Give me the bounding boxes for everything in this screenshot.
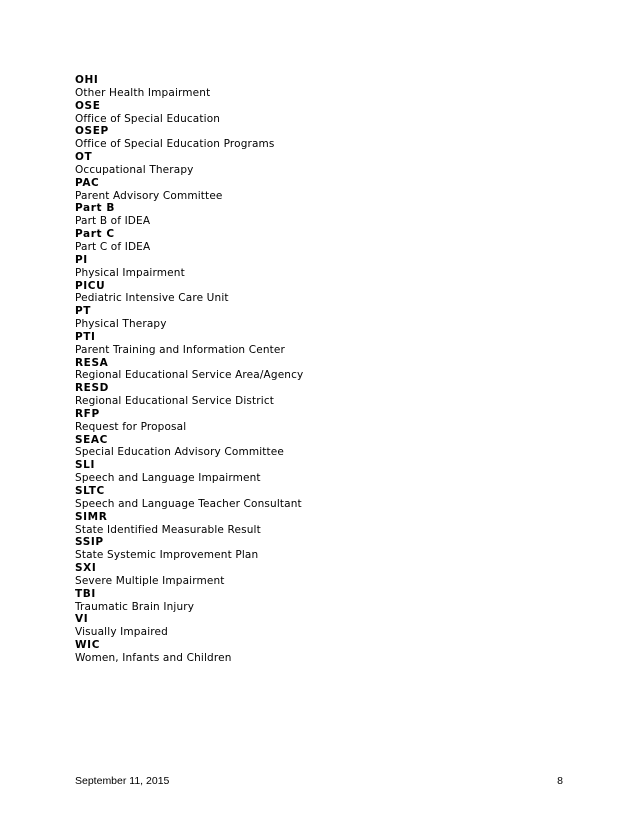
glossary-entry <box>75 331 555 357</box>
glossary-entry <box>75 100 555 126</box>
acronym-definition: State Identified Measurable Result <box>75 523 261 536</box>
glossary-entry <box>75 459 555 485</box>
acronym-term: SLTC <box>75 485 105 497</box>
acronym-definition: Physical Impairment <box>75 266 185 279</box>
glossary-entry <box>75 125 555 151</box>
glossary-entry <box>75 305 555 331</box>
acronym-term: SXI <box>75 562 97 575</box>
acronym-term: PTI <box>75 330 96 343</box>
acronym-definition: Request for Proposal <box>75 420 187 433</box>
glossary-entry <box>75 588 555 614</box>
acronym-definition: Office of Special Education Programs <box>75 138 275 151</box>
glossary-entry <box>75 228 555 254</box>
acronym-term: RESA <box>75 356 109 369</box>
acronym-definition: Parent Training and Information Center <box>75 343 285 356</box>
acronym-term: PAC <box>75 176 100 189</box>
acronym-definition: Severe Multiple Impairment <box>75 574 225 587</box>
acronym-definition: Physical Therapy <box>75 318 167 331</box>
acronym-term: WIC <box>75 639 100 652</box>
glossary-entry <box>75 151 555 177</box>
glossary-entry <box>75 511 555 537</box>
acronym-term: SEAC <box>75 433 108 446</box>
acronym-term: VI <box>75 613 89 626</box>
acronym-definition: Occupational Therapy <box>75 163 194 176</box>
acronym-definition: Part B of IDEA <box>75 215 151 228</box>
acronym-definition: Women, Infants and Children <box>75 651 232 664</box>
glossary-entry <box>75 280 555 306</box>
page-footer <box>75 774 563 788</box>
glossary-entry <box>75 408 555 434</box>
acronym-definition: Special Education Advisory Committee <box>75 446 285 459</box>
acronym-term: Part B <box>75 202 115 215</box>
acronym-term: OHI <box>75 74 99 86</box>
glossary-entry <box>75 562 555 588</box>
glossary-entry <box>75 434 555 460</box>
glossary-entry <box>75 357 555 383</box>
acronym-definition: Office of Special Education <box>75 112 221 125</box>
page-number: 8 <box>557 775 563 787</box>
acronym-term: TBI <box>75 587 96 600</box>
acronym-definition: Pediatric Intensive Care Unit <box>75 292 229 305</box>
glossary-entry <box>75 254 555 280</box>
acronym-term: PICU <box>75 279 106 292</box>
glossary-entry <box>75 536 555 562</box>
acronym-definition: Parent Advisory Committee <box>75 189 223 202</box>
acronym-definition: Speech and Language Teacher Consultant <box>75 497 302 510</box>
glossary-entry <box>75 382 555 408</box>
acronym-glossary-list <box>75 74 555 665</box>
acronym-definition: Visually Impaired <box>75 626 168 639</box>
glossary-entry <box>75 485 555 511</box>
acronym-term: OT <box>75 151 93 164</box>
glossary-entry <box>75 177 555 203</box>
glossary-entry <box>75 74 555 100</box>
acronym-term: SIMR <box>75 510 108 523</box>
acronym-definition: Regional Educational Service Area/Agency <box>75 369 304 382</box>
acronym-term: PT <box>75 305 92 318</box>
acronym-definition: Part C of IDEA <box>75 240 151 253</box>
acronym-term: PI <box>75 253 88 266</box>
acronym-term: OSE <box>75 99 101 112</box>
footer-date: September 11, 2015 <box>75 775 170 787</box>
acronym-term: RESD <box>75 382 109 395</box>
glossary-entry <box>75 202 555 228</box>
acronym-term: SSIP <box>75 536 104 549</box>
acronym-definition: State Systemic Improvement Plan <box>75 549 259 562</box>
acronym-definition: Traumatic Brain Injury <box>75 600 195 613</box>
acronym-term: Part C <box>75 228 115 241</box>
glossary-entry <box>75 613 555 639</box>
acronym-term: SLI <box>75 459 95 472</box>
acronym-definition: Speech and Language Impairment <box>75 472 261 485</box>
glossary-entry <box>75 639 555 665</box>
acronym-term: OSEP <box>75 125 109 138</box>
acronym-definition: Regional Educational Service District <box>75 395 275 408</box>
acronym-definition: Other Health Impairment <box>75 86 211 99</box>
acronym-term: RFP <box>75 407 100 420</box>
